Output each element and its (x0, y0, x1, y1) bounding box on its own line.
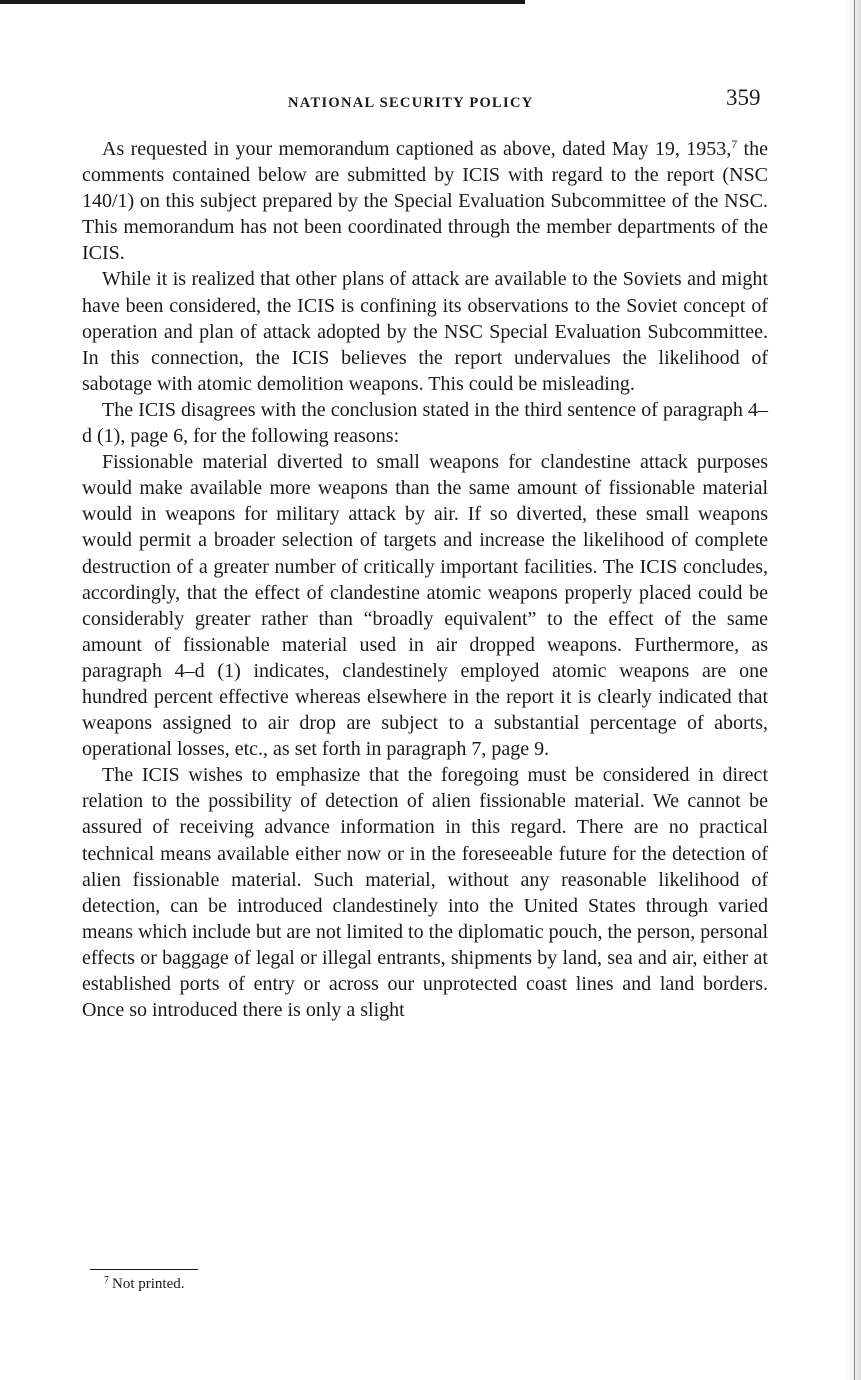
body-text (82, 136, 768, 1023)
footnote-mark: 7 (104, 1275, 109, 1286)
paragraph-1-text-a: As requested in your memorandum captioned as above, dated May 19, 1953, (102, 138, 732, 160)
page-number: 359 (726, 85, 761, 110)
running-title: NATIONAL SECURITY POLICY (288, 95, 534, 111)
paragraph-5: The ICIS wishes to emphasize that the foregoing must be considered in direct relation to the possibility of detection of alien fissionable material. We cannot be assured of receiving advance information in this regard. There are no practical technical means available either now or in the foreseeable future for the detection of alien fissionable material. Such material, without any reasonable likelihood of detection, can be introduced clandestinely into the United States through varied means which include but are not limited to the diplomatic pouch, the person, personal effects or baggage of legal or illegal entrants, shipments by land, sea and air, either at established ports of entry or across our unprotected coast lines and land borders. Once so introduced there is only a slight (82, 764, 768, 1022)
footnote-text: Not printed. (112, 1276, 185, 1292)
paragraph-1 (82, 136, 768, 266)
paragraph-4: Fissionable material diverted to small weapons for clandestine attack purposes would make available more weapons than the same amount of fissionable material would in weapons for military attack by air. If so diverted, these small weapons would permit a broader selection of targets and increase the likelihood of complete destruction of a greater number of critically important facilities. The ICIS concludes, accordingly, that the effect of clandestine atomic weapons properly placed could be considerably greater rather than “broadly equivalent” to the effect of the same amount of fissionable material used in air dropped weapons. Furthermore, as paragraph 4–d (1) indicates, clandestinely employed atomic weapons are one hundred percent effective whereas elsewhere in the report it is clearly indicated that weapons assigned to air drop are subject to a substantial percentage of aborts, operational losses, etc., as set forth in paragraph 7, page 9. (82, 451, 768, 761)
footnote (104, 1276, 185, 1293)
paragraph-2: While it is realized that other plans of attack are available to the Soviets and might have been considered, the ICIS is confining its observations to the Soviet concept of operation and plan of attack adopted by the NSC Special Evaluation Subcommittee. In this connection, the ICIS believes the report undervalues the likelihood of sabotage with atomic demolition weapons. This could be misleading. (82, 268, 768, 395)
paragraph-1-text-b: the comments contained below are submitted by ICIS with regard to the report (NSC 140/1) on this subject prepared by the Special Evaluation Subcommittee of the NSC. This memorandum has not been coordinated through the member departments of the ICIS. (82, 138, 768, 265)
footnote-rule (90, 1269, 198, 1270)
page-gutter-shadow (845, 0, 861, 1380)
scan-top-rule (0, 0, 525, 4)
footnote-reference: 7 (731, 137, 738, 151)
paragraph-3: The ICIS disagrees with the conclusion stated in the third sentence of paragraph 4–d (1), page 6, for the following reasons: (82, 398, 768, 448)
